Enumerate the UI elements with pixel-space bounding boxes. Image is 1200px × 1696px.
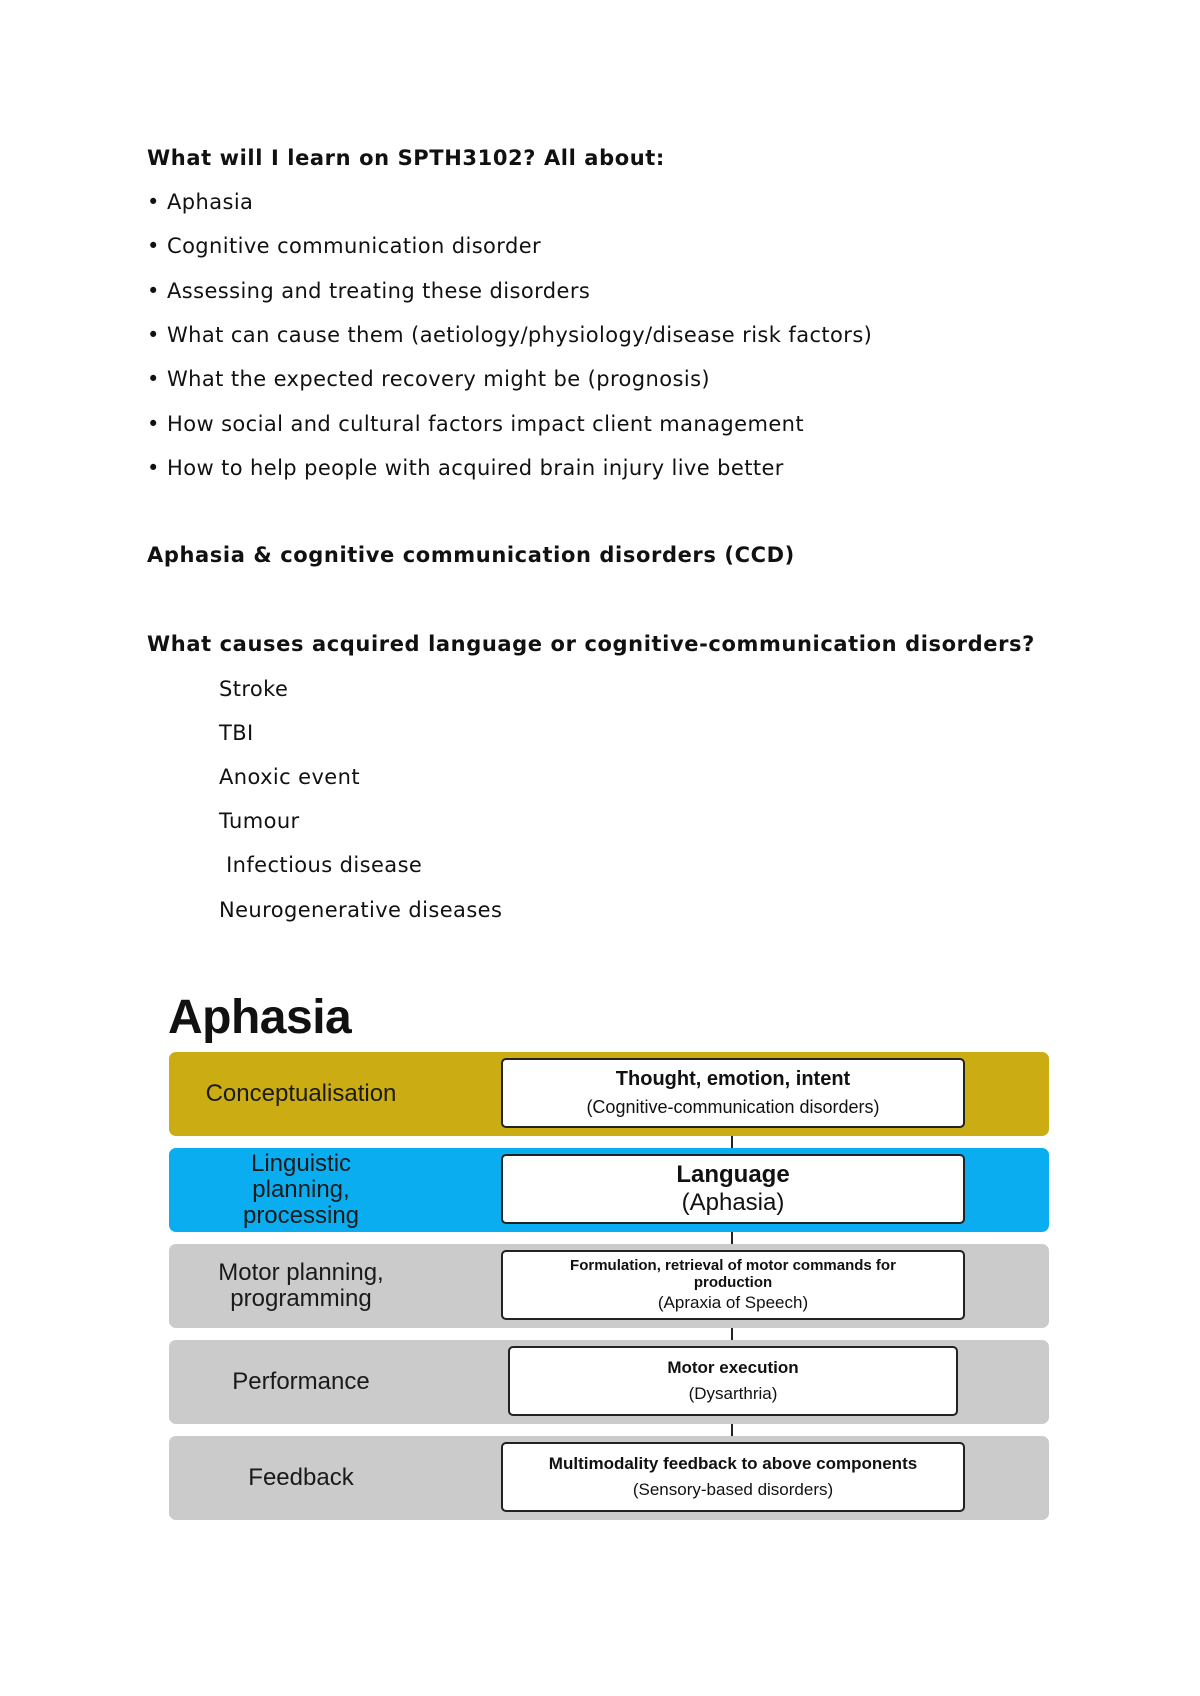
intro-item-text: What can cause them (aetiology/physiology/disease risk factors) bbox=[167, 323, 873, 347]
cause-item: Tumour bbox=[219, 809, 300, 833]
box-title: Motor execution bbox=[667, 1358, 799, 1377]
intro-item bbox=[147, 412, 804, 436]
causes-heading: What causes acquired language or cognitive-communication disorders? bbox=[147, 632, 1035, 656]
box-title: Formulation, retrieval of motor commands for production bbox=[570, 1257, 896, 1291]
box-subtitle: (Cognitive-communication disorders) bbox=[586, 1097, 880, 1117]
intro-item-text: How to help people with acquired brain injury live better bbox=[167, 456, 784, 480]
band-label: Linguistic planning, processing bbox=[242, 1150, 360, 1229]
box-thought-emotion-intent bbox=[501, 1058, 965, 1128]
box-motor-commands bbox=[501, 1250, 965, 1320]
box-language bbox=[501, 1154, 965, 1224]
section-heading: Aphasia & cognitive communication disorders (CCD) bbox=[147, 543, 795, 567]
intro-item-text: Aphasia bbox=[167, 190, 254, 214]
box-title: Multimodality feedback to above components bbox=[548, 1454, 918, 1473]
box-title: Language bbox=[676, 1161, 790, 1188]
intro-heading: What will I learn on SPTH3102? All about: bbox=[147, 146, 665, 170]
intro-item-text: What the expected recovery might be (prognosis) bbox=[167, 367, 710, 391]
cause-item: Neurogenerative diseases bbox=[219, 898, 503, 922]
band-label: Feedback bbox=[248, 1464, 354, 1491]
box-motor-execution bbox=[508, 1346, 958, 1416]
box-title: Thought, emotion, intent bbox=[615, 1068, 851, 1090]
band-label: Performance bbox=[232, 1368, 370, 1395]
cause-item: Stroke bbox=[219, 677, 289, 701]
box-subtitle: (Aphasia) bbox=[681, 1189, 785, 1216]
bullet: • bbox=[147, 367, 160, 391]
box-subtitle: (Dysarthria) bbox=[688, 1384, 778, 1403]
intro-item bbox=[147, 323, 872, 347]
bullet: • bbox=[147, 323, 160, 347]
intro-item-text: Assessing and treating these disorders bbox=[167, 279, 591, 303]
intro-item bbox=[147, 234, 541, 258]
intro-item bbox=[147, 190, 253, 214]
intro-item bbox=[147, 279, 590, 303]
intro-item bbox=[147, 456, 784, 480]
intro-item-text: How social and cultural factors impact client management bbox=[167, 412, 804, 436]
intro-item bbox=[147, 367, 710, 391]
box-subtitle: (Sensory-based disorders) bbox=[632, 1480, 834, 1499]
cause-item: Anoxic event bbox=[219, 765, 360, 789]
bullet: • bbox=[147, 412, 160, 436]
band-label: Conceptualisation bbox=[205, 1080, 397, 1107]
bullet: • bbox=[147, 234, 160, 258]
intro-item-text: Cognitive communication disorder bbox=[167, 234, 542, 258]
box-subtitle: (Apraxia of Speech) bbox=[657, 1293, 809, 1312]
bullet: • bbox=[147, 456, 160, 480]
bullet: • bbox=[147, 190, 160, 214]
diagram-title: Aphasia bbox=[168, 991, 352, 1044]
cause-item: TBI bbox=[219, 721, 254, 745]
cause-item: Infectious disease bbox=[219, 853, 423, 877]
band-label: Motor planning, programming bbox=[218, 1259, 384, 1312]
box-multimodality-feedback bbox=[501, 1442, 965, 1512]
bullet: • bbox=[147, 279, 160, 303]
